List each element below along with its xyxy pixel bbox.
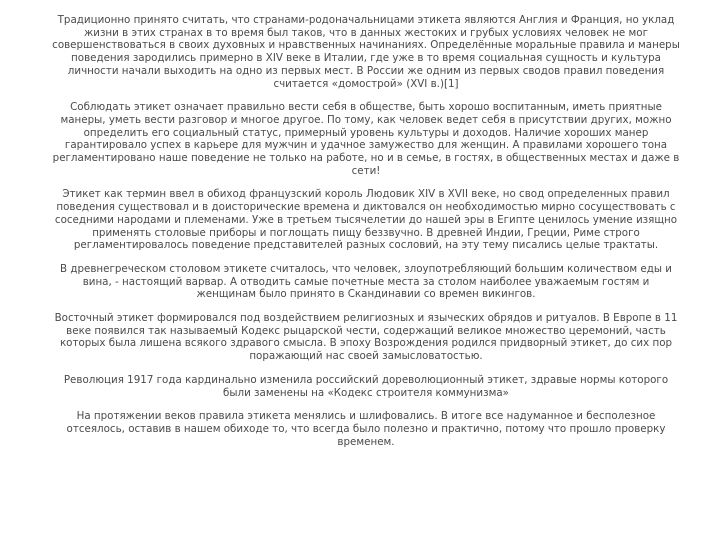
paragraph-history: Этикет как термин ввел в обиход французский король Людовик XIV в XVII веке, но свод определенных правил поведения существовал и в доисторические времена и диктовался он необходимостью мирно сосуществовать с соседними народами и племенами. Уже в третьем тысячелетии до нашей эры в Египте ценилось умение изящно применять столовые приборы и поглощать пищу беззвучно. В древней Индии, Греции, Риме строго регламентировалось поведение представителей разных сословий, на эту тему писались целые трактаты. [54, 188, 678, 252]
paragraph-revolution: Революция 1917 года кардинально изменила российский дореволюционный этикет, здравые нормы которого были заменены на «Кодекс строителя коммунизма» [63, 373, 669, 399]
paragraph-eastern-etiquette: Восточный этикет формировался под воздействием религиозных и языческих обрядов и ритуалов. В Европе в 11 веке появился так называемый Кодекс рыцарской чести, содержащий великое множество церемоний, часть которых была лишена всякого здравого смысла. В эпоху Возрождения родился придворный этикет, до сих пор поражающий нас своей замысловатостью. [54, 312, 678, 363]
paragraph-origins: Традиционно принято считать, что странами-родоначальницами этикета являются Англия и Франция, но уклад жизни в этих странах в то время был таков, что в данных жестоких и грубых условиях человек не мог совершенствоваться в своих духовных и нравственных начинаниях. Определённые моральные правила и манеры поведения зародились примерно в XIV веке в Италии, где уже в то время социальная сущность и культура личности начали выходить на одно из первых мест. В России же одним из первых сводов правил поведения считается «домострой» (XVI в.)[1] [52, 14, 680, 90]
document-body [52, 14, 680, 459]
paragraph-conclusion: На протяжении веков правила этикета менялись и шлифовались. В итоге все надуманное и бесполезное отсеялось, оставив в нашем обиходе то, что всегда было полезно и практично, потому что прошло проверку временем. [66, 410, 666, 448]
paragraph-greek-etiquette: В древнегреческом столовом этикете считалось, что человек, злоупотребляющий большим количеством еды и вина, - настоящий варвар. А отводить самые почетные места за столом наиболее уважаемым гостям и женщинам было принято в Скандинавии со времен викингов. [60, 262, 672, 301]
paragraph-manners: Соблюдать этикет означает правильно вести себя в обществе, быть хорошо воспитанным, иметь приятные манеры, уметь вести разговор и многое другое. По тому, как человек ведет себя в присутствии других, можно определить его социальный статус, примерный уровень культуры и доходов. Наличие хороших манер гарантировало успех в карьере для мужчин и удачное замужество для женщин. А правилами хорошего тона регламентировано наше поведение не только на работе, но и в семье, в гостях, в общественных местах и даже в сети! [52, 101, 680, 177]
